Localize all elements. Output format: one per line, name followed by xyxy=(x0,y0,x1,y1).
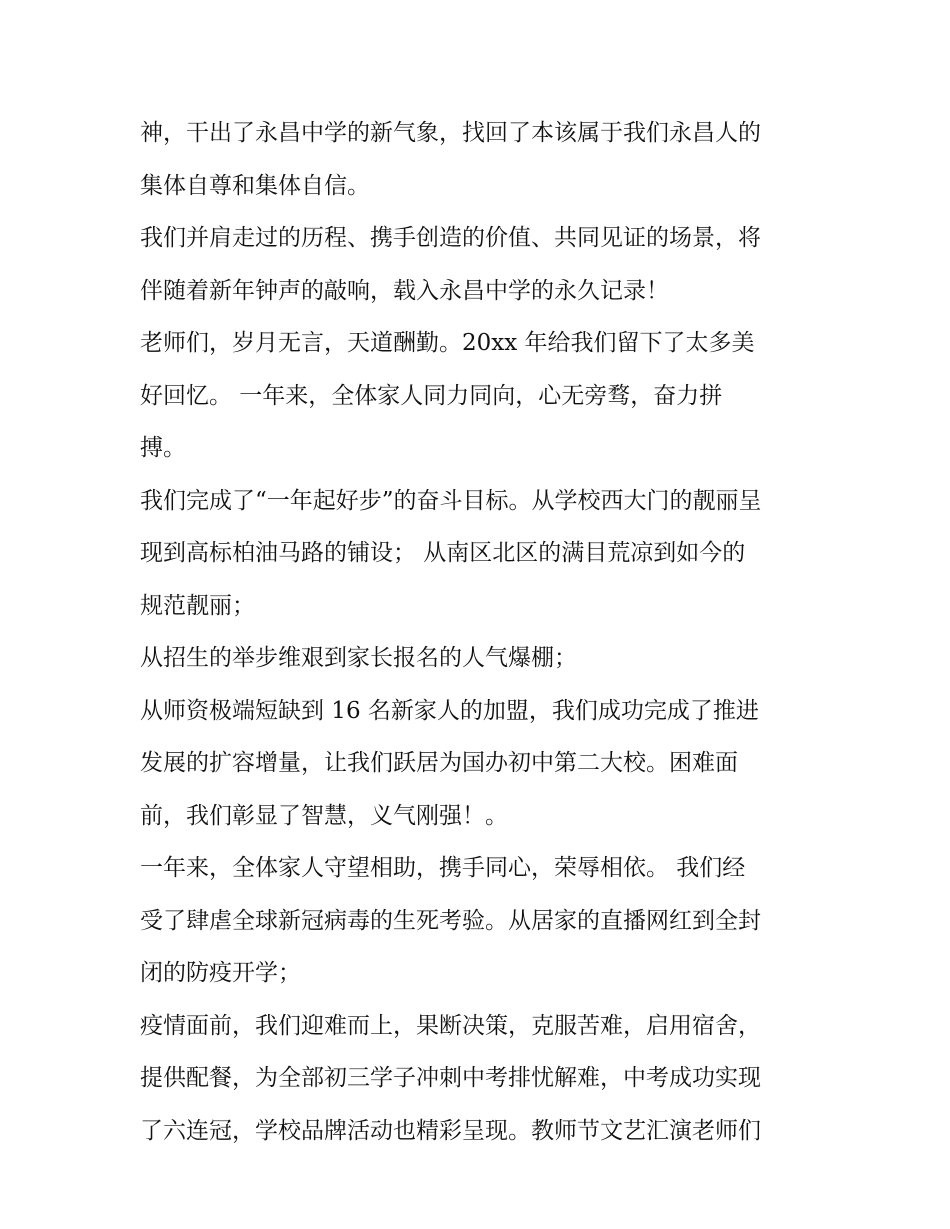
text-line: 前，我们彰显了智慧，义气刚强！。 xyxy=(140,802,508,829)
text-line: 老师们，岁月无言，天道酬勤。20xx 年给我们留下了太多美 xyxy=(140,330,755,356)
text-line: 神，干出了永昌中学的新气象，找回了本该属于我们永昌人的 xyxy=(140,120,761,146)
text-line: 从招生的举步维艰到家长报名的人气爆棚； xyxy=(140,645,577,671)
text-line: 伴随着新年钟声的敲响，载入永昌中学的永久记录！ xyxy=(140,277,669,304)
text-line: 闭的防疫开学； xyxy=(140,960,301,986)
text-line: 提供配餐，为全部初三学子冲刺中考排忧解难，中考成功实现 xyxy=(140,1065,761,1091)
text-line: 了六连冠，学校品牌活动也精彩呈现。教师节文艺汇演老师们 xyxy=(140,1117,761,1144)
text-line: 我们并肩走过的历程、携手创造的价值、共同见证的场景，将 xyxy=(140,225,761,251)
text-line: 好回忆。 一年来，全体家人同力同向，心无旁骛，奋力拼 xyxy=(140,382,723,409)
text-line: 从师资极端短缺到 16 名新家人的加盟，我们成功完成了推进 xyxy=(140,697,759,724)
text-line: 现到高标柏油马路的铺设； 从南区北区的满目荒凉到如今的 xyxy=(140,540,746,566)
document-body xyxy=(140,107,830,1157)
text-line: 集体自尊和集体自信。 xyxy=(140,172,370,199)
text-line: 疫情面前，我们迎难而上，果断决策，克服苦难，启用宿舍， xyxy=(140,1012,761,1039)
text-line: 一年来，全体家人守望相助，携手同心，荣辱相依。 我们经 xyxy=(140,855,746,881)
text-line: 发展的扩容增量，让我们跃居为国办初中第二大校。困难面 xyxy=(140,750,738,776)
text-line: 搏。 xyxy=(140,435,186,461)
text-line: 我们完成了“一年起好步”的奋斗目标。从学校西大门的靓丽呈 xyxy=(140,487,762,514)
text-line: 受了肆虐全球新冠病毒的生死考验。从居家的直播网红到全封 xyxy=(140,907,761,934)
text-line: 规范靓丽； xyxy=(140,592,255,619)
